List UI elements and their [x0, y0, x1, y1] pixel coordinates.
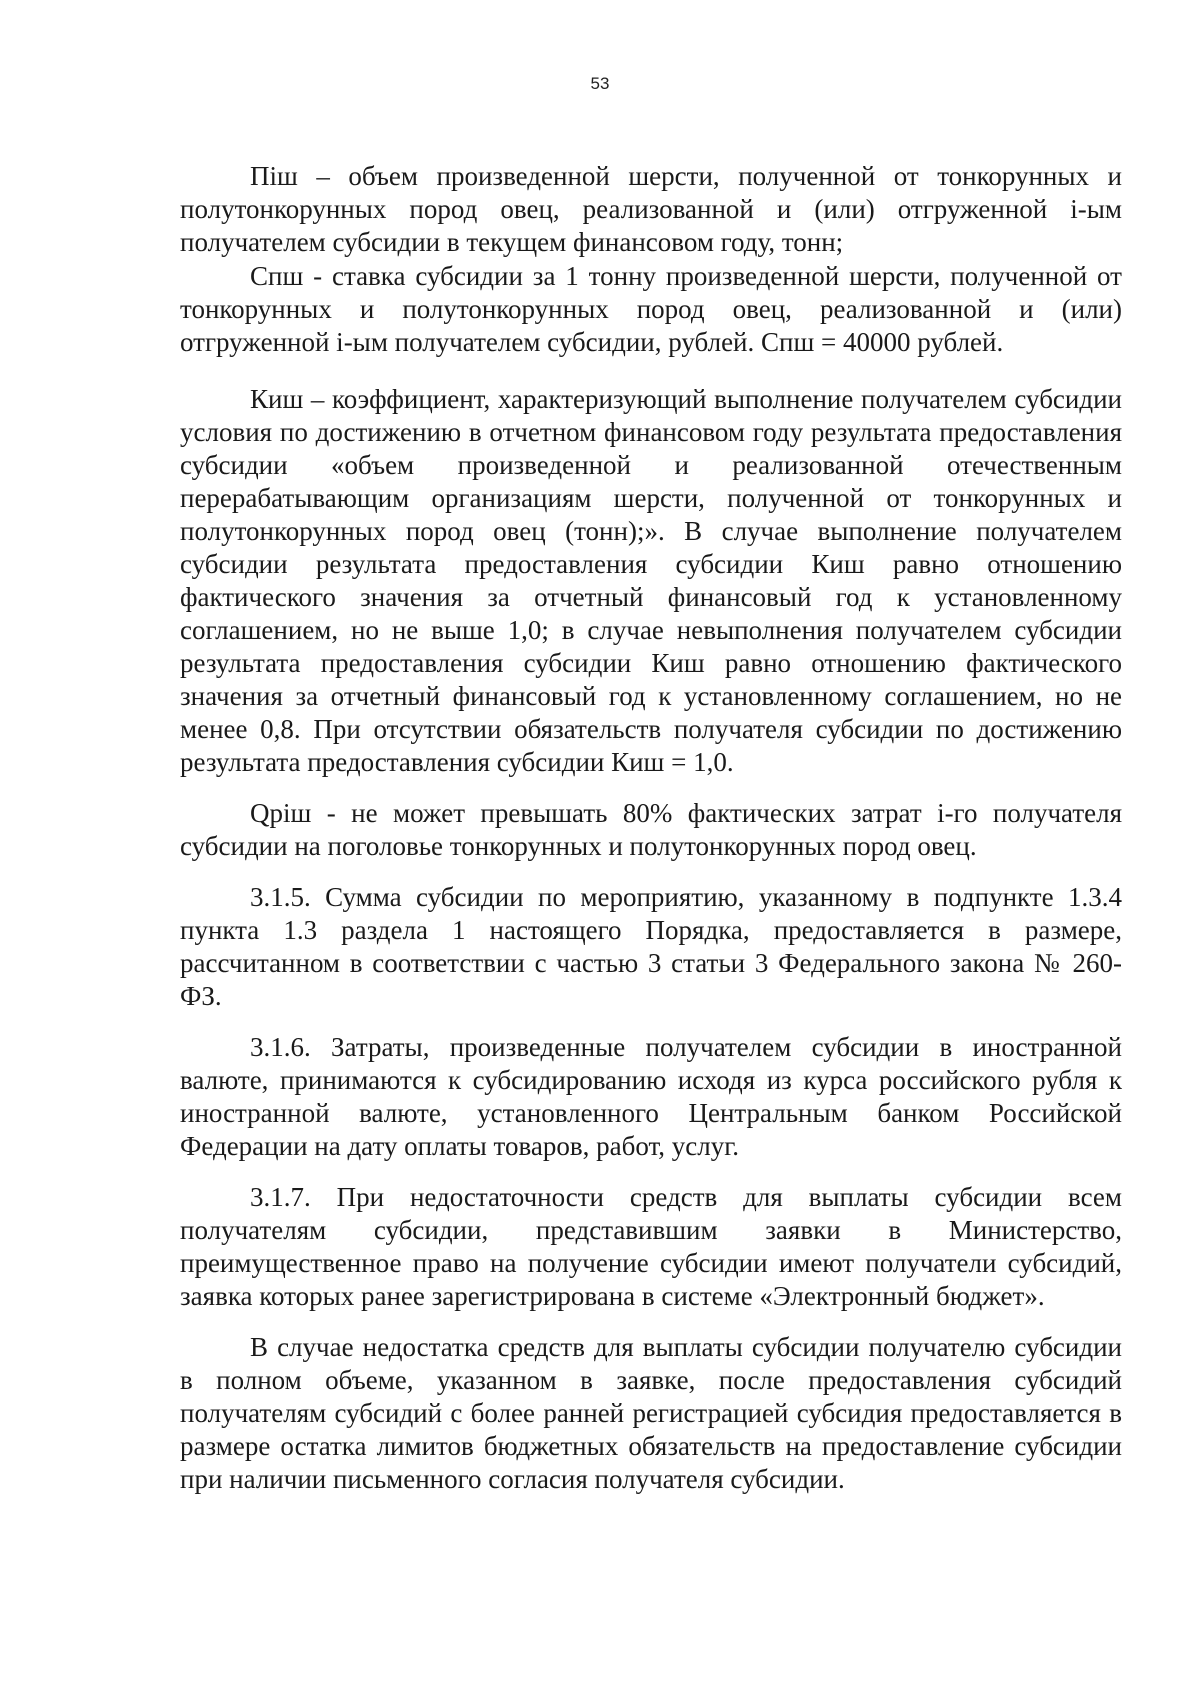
paragraph-kish-definition: Киш – коэффициент, характеризующий выполнение получателем субсидии условия по достижению в отчетном финансовом году результата предоставления субсидии «объем произведенной и реализованной отечественным перерабатывающим организациям шерсти, полученной от тонкорунных и полутонкорунных пород овец (тонн);». В случае выполнение получателем субсидии результата предоставления субсидии Киш равно отношению фактического значения за отчетный финансовый год к установленному соглашением, но не выше 1,0; в случае невыполнения получателем субсидии результата предоставления субсидии Киш равно отношению фактического значения за отчетный финансовый год к установленному соглашением, но не менее 0,8. При отсутствии обязательств получателя субсидии по достижению результата предоставления субсидии Киш = 1,0.: [180, 384, 1122, 777]
paragraph-pish-definition: Піш – объем произведенной шерсти, полученной от тонкорунных и полутонкорунных пород овец, реализованной и (или) отгруженной і-ым получателем субсидии в текущем финансовом году, тонн;: [180, 161, 1122, 257]
paragraph-clause-3-1-5: 3.1.5. Сумма субсидии по мероприятию, указанному в подпункте 1.3.4 пункта 1.3 раздела 1 настоящего Порядка, предоставляется в размере, рассчитанном в соответствии с частью 3 статьи 3 Федерального закона № 260-ФЗ.: [180, 882, 1122, 1011]
page-number: 53: [590, 74, 610, 93]
paragraph-insufficient-funds: В случае недостатка средств для выплаты субсидии получателю субсидии в полном объеме, указанном в заявке, после предоставления субсидий получателям субсидий с более ранней регистрацией субсидия предоставляется в размере остатка лимитов бюджетных обязательств на предоставление субсидии при наличии письменного согласия получателя субсидии.: [180, 1332, 1122, 1494]
paragraph-clause-3-1-6: 3.1.6. Затраты, произведенные получателем субсидии в иностранной валюте, принимаются к субсидированию исходя из курса российского рубля к иностранной валюте, установленного Центральным банком Российской Федерации на дату оплаты товаров, работ, услуг.: [180, 1032, 1122, 1161]
paragraph-qpish-definition: Qpiш - не может превышать 80% фактических затрат і-го получателя субсидии на поголовье тонкорунных и полутонкорунных пород овец.: [180, 798, 1122, 861]
paragraph-spsh-definition: Спш - ставка субсидии за 1 тонну произведенной шерсти, полученной от тонкорунных и полутонкорунных пород овец, реализованной и (или) отгруженной і-ым получателем субсидии, рублей. Спш = 40000 рублей.: [180, 261, 1122, 357]
document-body: [180, 160, 1122, 1496]
paragraph-clause-3-1-7: 3.1.7. При недостаточности средств для выплаты субсидии всем получателям субсидии, представившим заявки в Министерство, преимущественное право на получение субсидии имеют получатели субсидий, заявка которых ранее зарегистрирована в системе «Электронный бюджет».: [180, 1182, 1122, 1311]
